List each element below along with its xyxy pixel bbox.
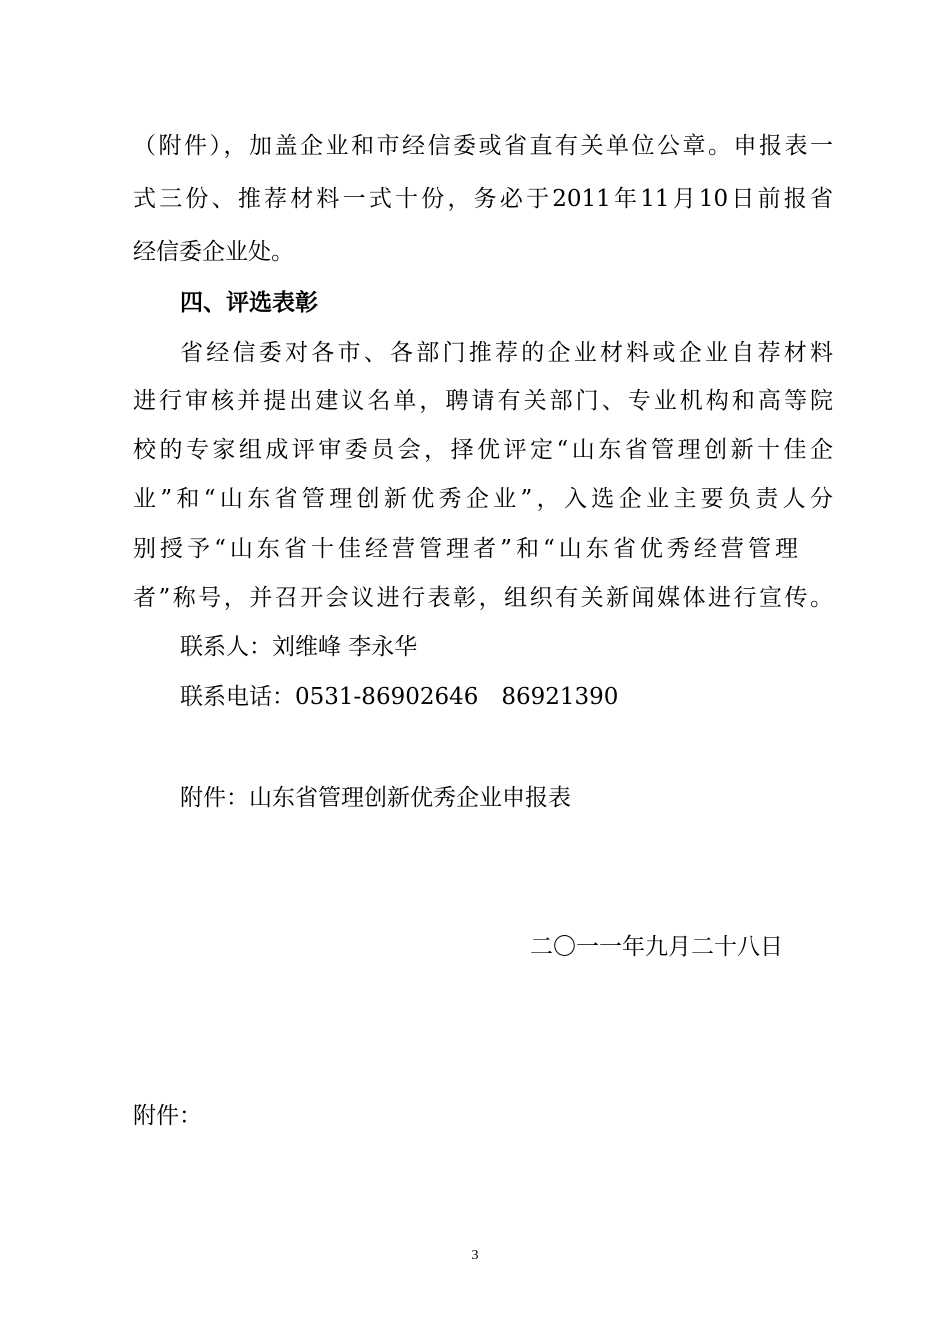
contact-person: 联系人：刘维峰 李永华	[180, 634, 418, 660]
paragraph1-line1: （附件），加盖企业和市经信委或省直有关单位公章。申报表一	[133, 133, 833, 159]
paragraph2-line2: 进行审核并提出建议名单，聘请有关部门、专业机构和高等院	[133, 388, 833, 414]
page-number: 3	[471, 1248, 479, 1263]
attachment-note: 附件：山东省管理创新优秀企业申报表	[180, 785, 571, 811]
section4-heading: 四、评选表彰	[180, 289, 318, 316]
paragraph1-line3: 经信委企业处。	[133, 239, 294, 265]
paragraph2-line5: 别授予“山东省十佳经营管理者”和“山东省优秀经营管理	[133, 536, 798, 562]
paragraph2-line4: 业”和“山东省管理创新优秀企业”，入选企业主要负责人分	[133, 486, 833, 512]
attachment-label: 附件：	[133, 1103, 202, 1129]
contact-phone: 联系电话：0531-86902646 86921390	[180, 684, 619, 710]
paragraph2-line3: 校的专家组成评审委员会，择优评定“山东省管理创新十佳企	[133, 437, 833, 463]
paragraph1-line2: 式三份、推荐材料一式十份，务必于2011年11月10日前报省	[133, 186, 833, 212]
paragraph2-line1: 省经信委对各市、各部门推荐的企业材料或企业自荐材料	[180, 340, 833, 366]
paragraph2-line6: 者”称号，并召开会议进行表彰，组织有关新闻媒体进行宣传。	[133, 585, 833, 611]
document-date: 二〇一一年九月二十八日	[530, 934, 783, 960]
